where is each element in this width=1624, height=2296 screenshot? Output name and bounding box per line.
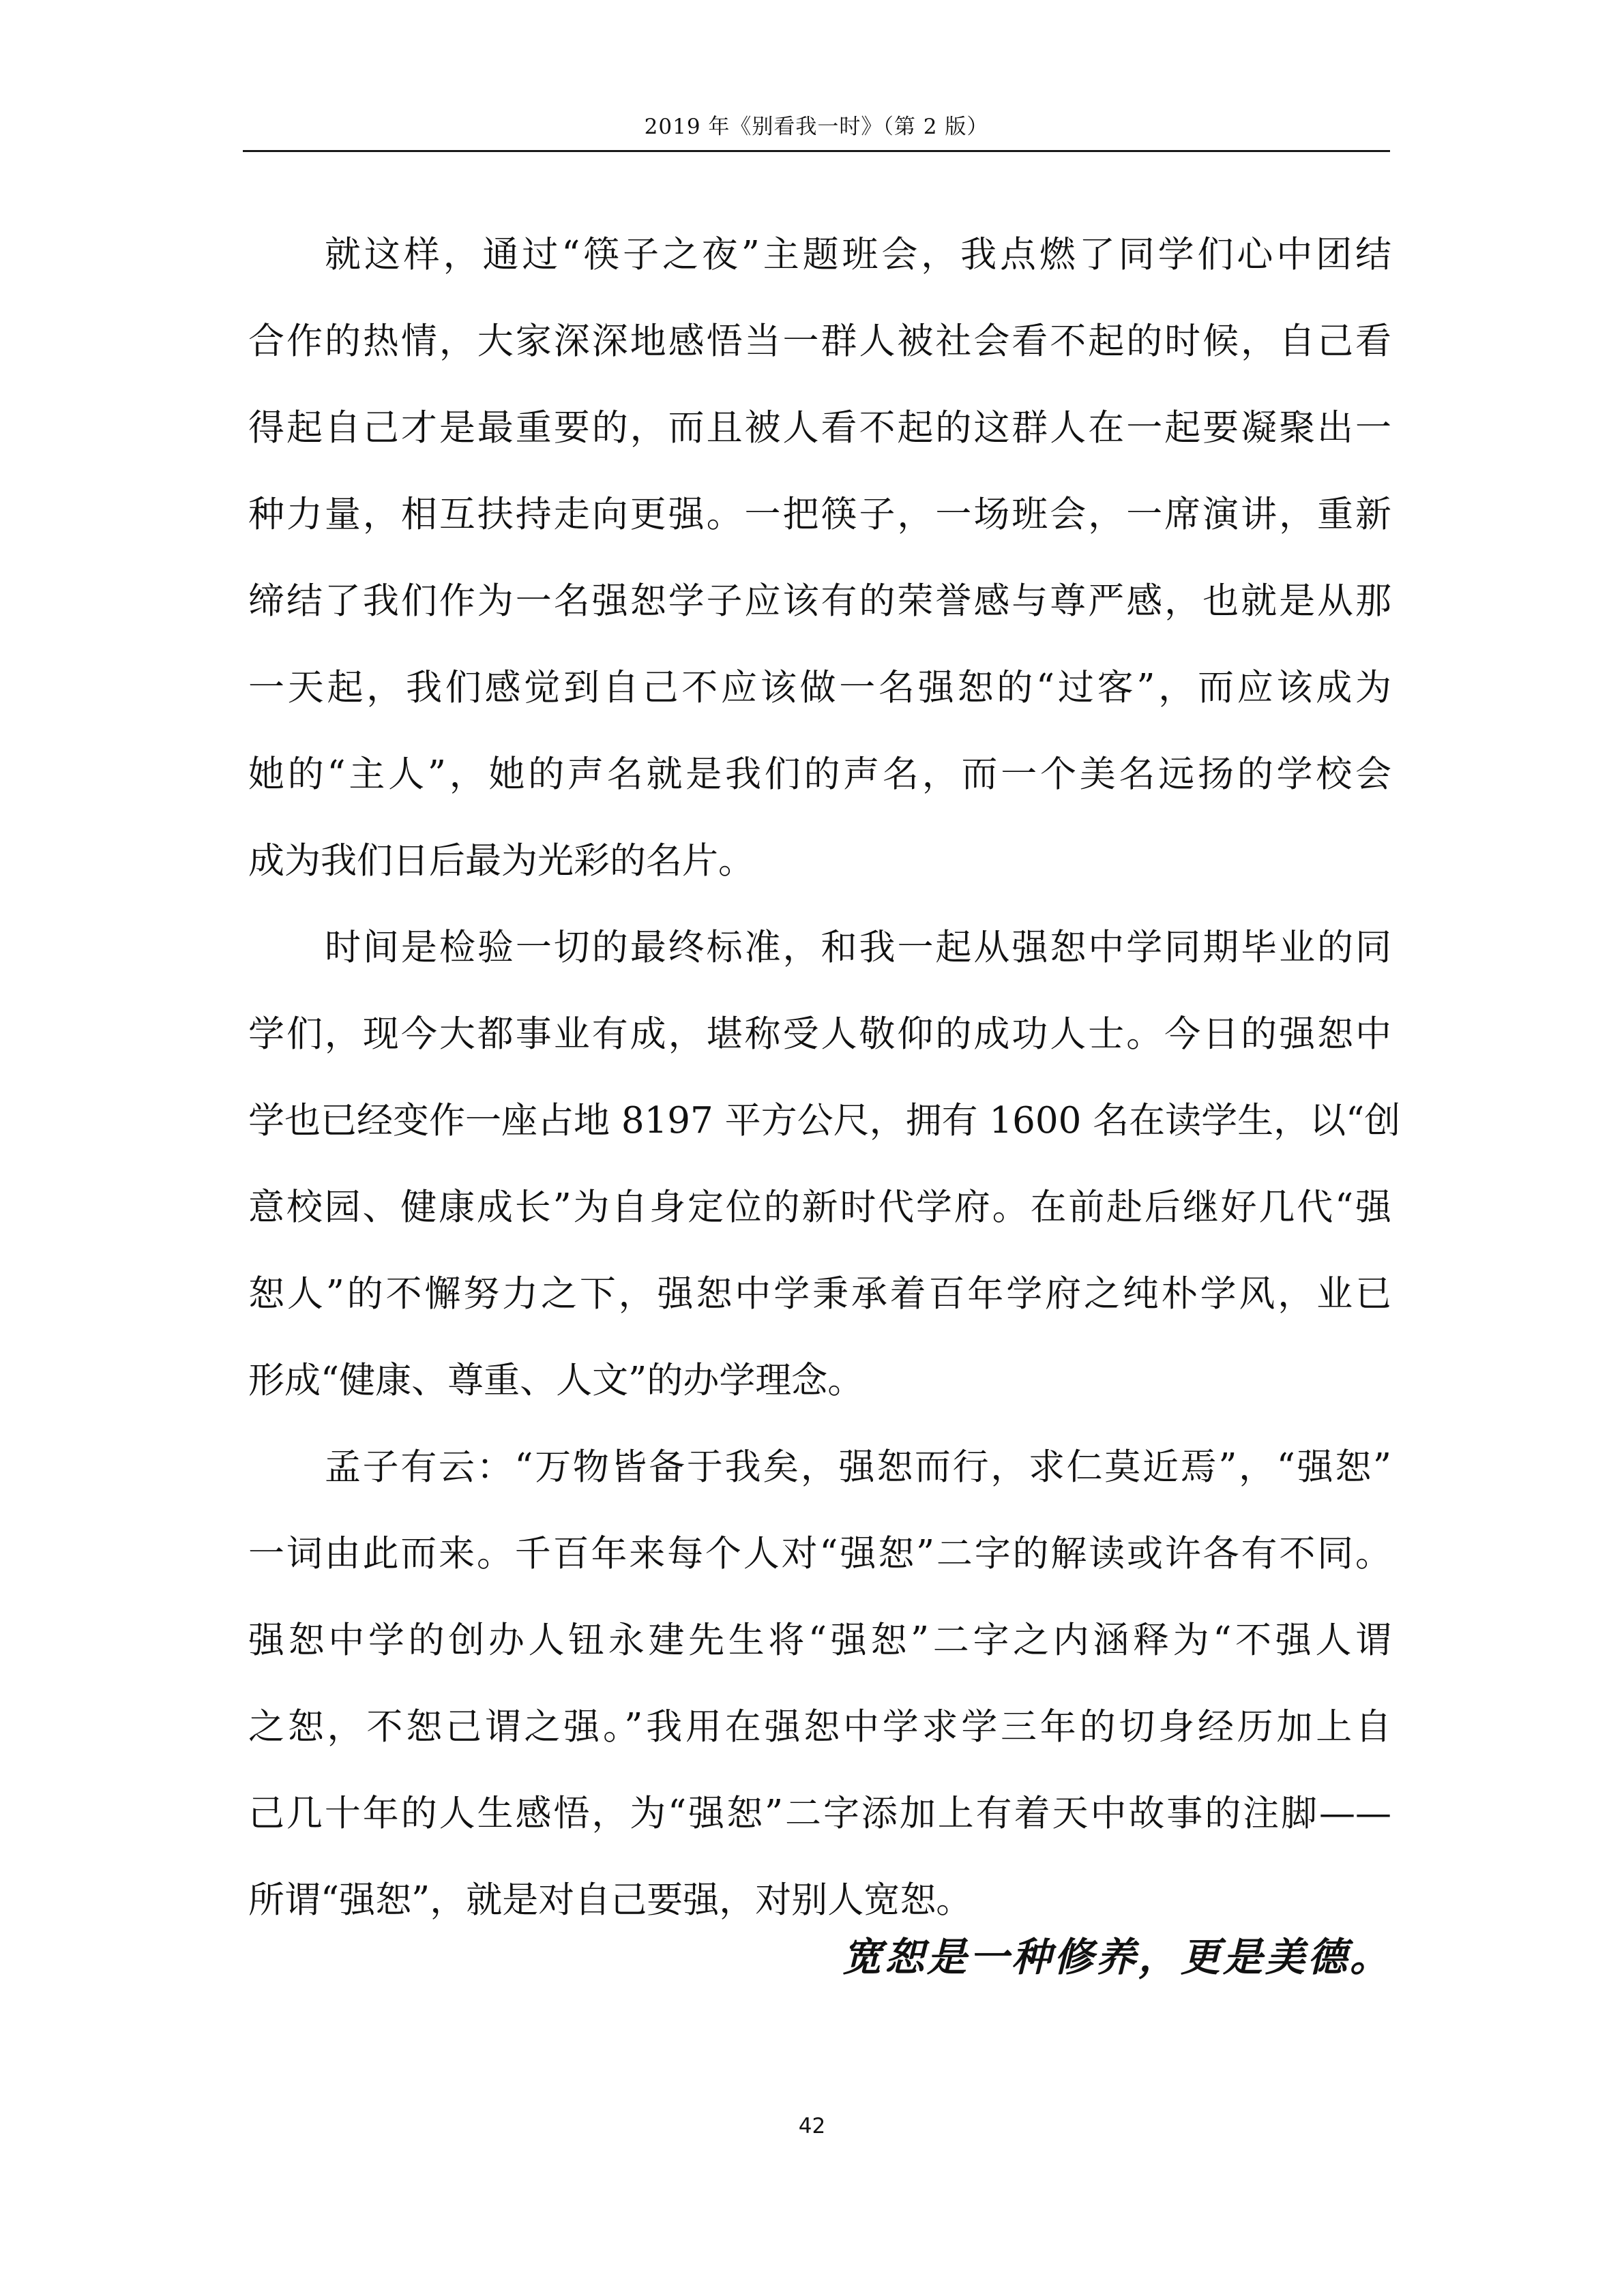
running-header: 2019 年《别看我一时》（第 2 版） <box>644 115 989 139</box>
header-divider <box>243 150 1390 152</box>
text-line: 之恕，不恕己谓之强。”我用在强恕中学求学三年的切身经历加上自 <box>248 1706 1391 1748</box>
text-line: 孟子有云：“万物皆备于我矣，强恕而行，求仁莫近焉”，“强恕” <box>325 1446 1391 1488</box>
text-line: 时间是检验一切的最终标准，和我一起从强恕中学同期毕业的同 <box>325 927 1391 968</box>
text-line: 得起自己才是最重要的，而且被人看不起的这群人在一起要凝聚出一 <box>248 407 1391 449</box>
text-line: 缔结了我们作为一名强恕学子应该有的荣誉感与尊严感，也就是从那 <box>248 580 1391 622</box>
paragraph-2 <box>248 904 1401 1424</box>
text-line: 意校园、健康成长”为自身定位的新时代学府。在前赴后继好几代“强 <box>248 1187 1391 1228</box>
text-line: 强恕中学的创办人钮永建先生将“强恕”二字之内涵释为“不强人谓 <box>248 1620 1391 1661</box>
text-line: 所谓“强恕”，就是对自己要强，对别人宽恕。 <box>248 1879 973 1921</box>
text-line: 就这样，通过“筷子之夜”主题班会，我点燃了同学们心中团结 <box>325 234 1391 275</box>
text-line: 学们，现今大都事业有成，堪称受人敬仰的成功人士。今日的强恕中 <box>248 1013 1391 1055</box>
text-line: 学也已经变作一座占地 8197 平方公尺，拥有 1600 名在读学生，以“创 <box>248 1100 1401 1142</box>
calligraphy-slogan: 宽恕是一种修养，更是美德。 <box>842 1934 1392 1980</box>
page-number: 42 <box>798 2114 826 2138</box>
paragraph-3 <box>248 1424 1391 1943</box>
text-line: 一天起，我们感觉到自己不应该做一名强恕的“过客”，而应该成为 <box>248 667 1391 709</box>
text-line: 形成“健康、尊重、人文”的办学理念。 <box>248 1360 864 1401</box>
text-line: 己几十年的人生感悟，为“强恕”二字添加上有着天中故事的注脚—— <box>248 1793 1391 1834</box>
paragraph-1 <box>248 211 1391 904</box>
body-text <box>248 211 1401 1943</box>
text-line: 种力量，相互扶持走向更强。一把筷子，一场班会，一席演讲，重新 <box>248 494 1391 535</box>
text-line: 成为我们日后最为光彩的名片。 <box>248 840 754 882</box>
text-line: 恕人”的不懈努力之下，强恕中学秉承着百年学府之纯朴学风，业已 <box>248 1273 1391 1315</box>
text-line: 一词由此而来。千百年来每个人对“强恕”二字的解读或许各有不同。 <box>248 1533 1391 1575</box>
text-line: 合作的热情，大家深深地感悟当一群人被社会看不起的时候，自己看 <box>248 320 1391 362</box>
text-line: 她的“主人”，她的声名就是我们的声名，而一个美名远扬的学校会 <box>248 754 1391 795</box>
